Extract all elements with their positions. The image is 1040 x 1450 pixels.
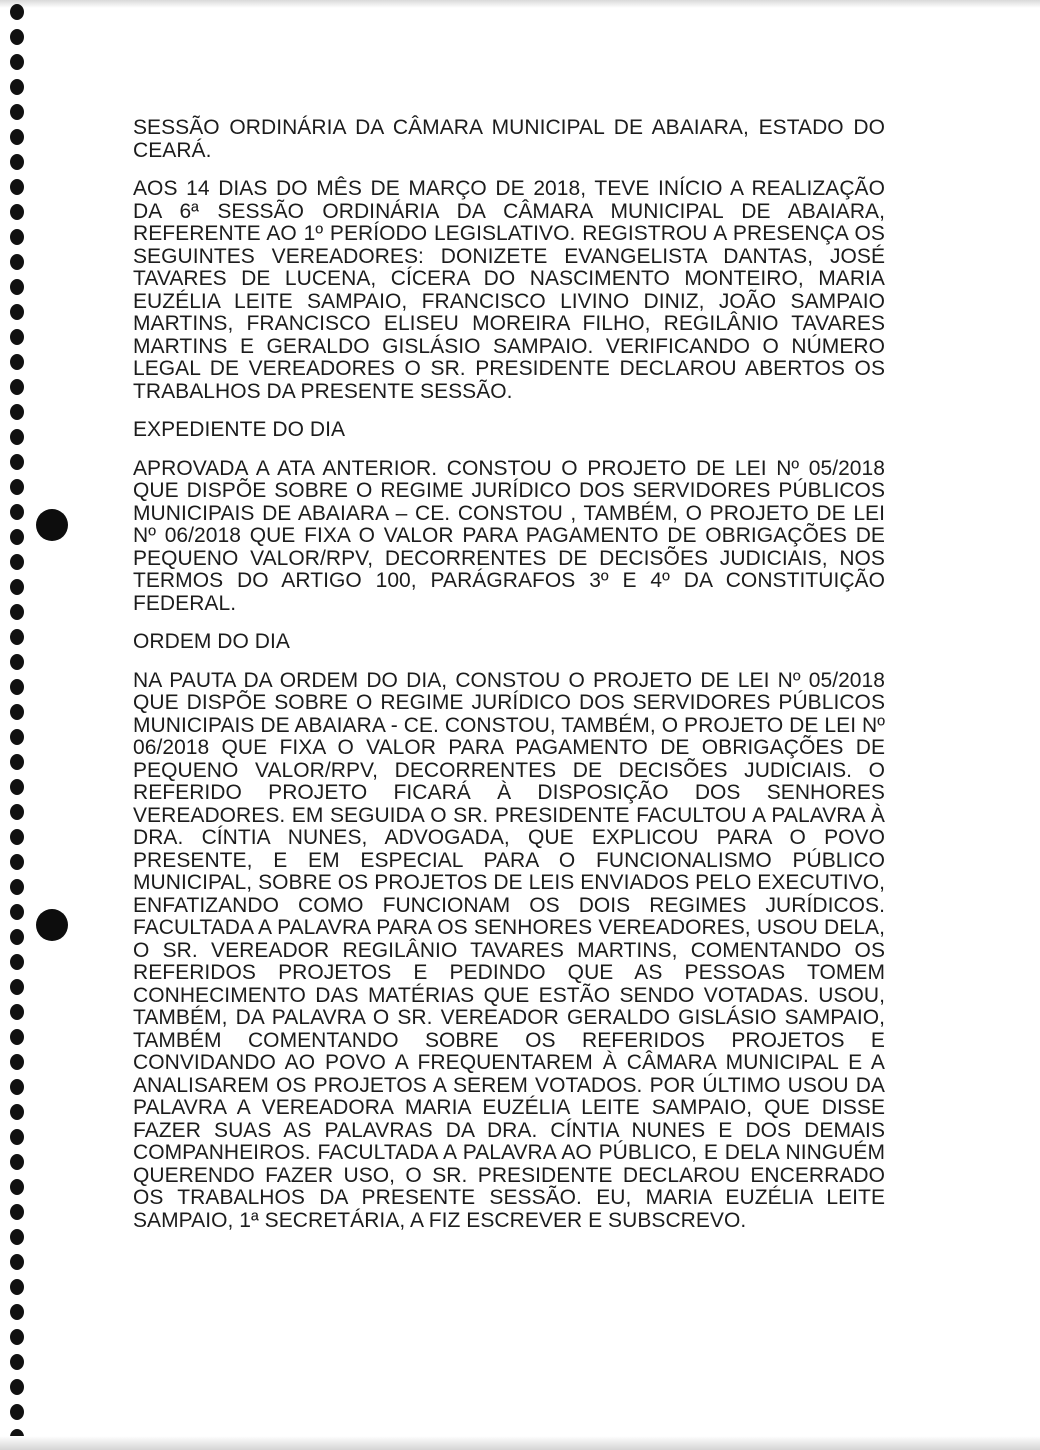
punch-hole	[10, 504, 24, 520]
punch-hole	[10, 529, 24, 545]
punch-hole	[10, 854, 24, 870]
punch-hole	[10, 729, 24, 745]
opening-paragraph: AOS 14 DIAS DO MÊS DE MARÇO DE 2018, TEVE INÍCIO A REALIZAÇÃO DA 6ª SESSÃO ORDINÁRIA DA CÂMARA MUNICIPAL DE ABAIARA, REFERENTE AO 1º PERÍODO LEGISLATIVO. REGISTROU A PRESENÇA OS SEGUINTES VEREADORES: DONIZETE EVANGELISTA DANTAS, JOSÉ TAVARES DE LUCENA, CÍCERA DO NASCIMENTO MONTEIRO, MARIA EUZÉLIA LEITE SAMPAIO, FRANCISCO LIVINO DINIZ, JOÃO SAMPAIO MARTINS, FRANCISCO ELISEU MOREIRA FILHO, REGILÂNIO TAVARES MARTINS E GERALDO GISLÁSIO SAMPAIO. VERIFICANDO O NÚMERO LEGAL DE VEREADORES O SR. PRESIDENTE DECLAROU ABERTOS OS TRABALHOS DA PRESENTE SESSÃO.	[133, 177, 885, 403]
punch-hole	[10, 779, 24, 795]
punch-hole	[10, 704, 24, 720]
punch-hole	[10, 204, 24, 220]
punch-hole	[10, 754, 24, 770]
punch-hole	[10, 279, 24, 295]
punch-hole	[10, 4, 24, 20]
punch-hole	[10, 404, 24, 420]
punch-hole	[10, 1079, 24, 1095]
punch-hole	[10, 479, 24, 495]
punch-hole	[10, 904, 24, 920]
punch-hole	[10, 1329, 24, 1345]
punch-hole	[10, 304, 24, 320]
expediente-heading: EXPEDIENTE DO DIA	[133, 418, 346, 441]
punch-hole	[10, 29, 24, 45]
punch-hole	[10, 379, 24, 395]
punch-hole	[10, 129, 24, 145]
punch-hole	[10, 979, 24, 995]
punch-hole-large-upper	[36, 509, 68, 541]
punch-hole	[10, 1254, 24, 1270]
punch-hole	[10, 1054, 24, 1070]
punch-hole	[10, 354, 24, 370]
punch-hole	[10, 1154, 24, 1170]
punch-hole	[10, 1129, 24, 1145]
ordem-paragraph: NA PAUTA DA ORDEM DO DIA, CONSTOU O PROJETO DE LEI Nº 05/2018 QUE DISPÕE SOBRE O REGIME JURÍDICO DOS SERVIDORES PÚBLICOS MUNICIPAIS DE ABAIARA - CE. CONSTOU, TAMBÉM, O PROJETO DE LEI Nº 06/2018 QUE FIXA O VALOR PARA PAGAMENTO DE OBRIGAÇÕES DE PEQUENO VALOR/RPV, DECORRENTES DE DECISÕES JUDICIAIS. O REFERIDO PROJETO FICARÁ À DISPOSIÇÃO DOS SENHORES VEREADORES. EM SEGUIDA O SR. PRESIDENTE FACULTOU A PALAVRA À DRA. CÍNTIA NUNES, ADVOGADA, QUE EXPLICOU PARA O POVO PRESENTE, E EM ESPECIAL PARA O FUNCIONALISMO PÚBLICO MUNICIPAL, SOBRE OS PROJETOS DE LEIS ENVIADOS PELO EXECUTIVO, ENFATIZANDO COMO FUNCIONAM OS DOIS REGIMES JURÍDICOS. FACULTADA A PALAVRA PARA OS SENHORES VEREADORES, USOU DELA, O SR. VEREADOR REGILÂNIO TAVARES MARTINS, COMENTANDO OS REFERIDOS PROJETOS E PEDINDO QUE AS PESSOAS TOMEM CONHECIMENTO DAS MATÉRIAS QUE ESTÃO SENDO VOTADAS. USOU, TAMBÉM, DA PALAVRA O SR. VEREADOR GERALDO GISLÁSIO SAMPAIO, TAMBÉM COMENTANDO SOBRE OS REFERIDOS PROJETOS E CONVIDANDO AO POVO A FREQUENTAREM À CÂMARA MUNICIPAL E A ANALISAREM OS PROJETOS A SEREM VOTADOS. POR ÚLTIMO USOU DA PALAVRA A VEREADORA MARIA EUZÉLIA LEITE SAMPAIO, QUE DISSE FAZER SUAS AS PALAVRAS DA DRA. CÍNTIA NUNES E DOS DEMAIS COMPANHEIROS. FACULTADA A PALAVRA AO PÚBLICO, E DELA NINGUÉM QUERENDO FAZER USO, O SR. PRESIDENTE DECLAROU ENCERRADO OS TRABALHOS DA PRESENTE SESSÃO. EU, MARIA EUZÉLIA LEITE SAMPAIO, 1ª SECRETÁRIA, A FIZ ESCREVER E SUBSCREVO.	[133, 668, 885, 1232]
punch-hole	[10, 629, 24, 645]
punch-hole	[10, 554, 24, 570]
punch-hole	[10, 1179, 24, 1195]
session-header: SESSÃO ORDINÁRIA DA CÂMARA MUNICIPAL DE ABAIARA, ESTADO DO CEARÁ.	[133, 116, 885, 162]
scan-edge-bottom	[0, 1436, 1040, 1450]
punch-hole	[10, 1229, 24, 1245]
punch-hole	[10, 254, 24, 270]
punch-hole	[10, 1104, 24, 1120]
punch-hole	[10, 654, 24, 670]
punch-hole	[10, 679, 24, 695]
punch-hole	[10, 429, 24, 445]
punch-hole	[10, 804, 24, 820]
binder-holes	[0, 0, 80, 1450]
punch-hole	[10, 929, 24, 945]
punch-hole	[10, 229, 24, 245]
punch-hole	[10, 1204, 24, 1220]
punch-hole	[10, 79, 24, 95]
punch-hole	[10, 1404, 24, 1420]
punch-hole	[10, 154, 24, 170]
punch-hole	[10, 104, 24, 120]
punch-hole	[10, 179, 24, 195]
punch-hole	[10, 1279, 24, 1295]
punch-hole	[10, 1379, 24, 1395]
punch-hole	[10, 54, 24, 70]
punch-hole	[10, 604, 24, 620]
punch-hole	[10, 1029, 24, 1045]
ordem-heading: ORDEM DO DIA	[133, 630, 290, 653]
punch-hole	[10, 954, 24, 970]
punch-hole	[10, 829, 24, 845]
punch-hole	[10, 879, 24, 895]
punch-hole	[10, 1004, 24, 1020]
document-body	[133, 117, 885, 1248]
expediente-paragraph: APROVADA A ATA ANTERIOR. CONSTOU O PROJETO DE LEI Nº 05/2018 QUE DISPÕE SOBRE O REGIME JURÍDICO DOS SERVIDORES PÚBLICOS MUNICIPAIS DE ABAIARA – CE. CONSTOU , TAMBÉM, O PROJETO DE LEI Nº 06/2018 QUE FIXA O VALOR PARA PAGAMENTO DE OBRIGAÇÕES DE PEQUENO VALOR/RPV, DECORRENTES DE DECISÕES JUDICIAIS, NOS TERMOS DO ARTIGO 100, PARÁGRAFOS 3º E 4º DA CONSTITUIÇÃO FEDERAL.	[133, 456, 885, 615]
punch-hole	[10, 1354, 24, 1370]
punch-hole	[10, 1304, 24, 1320]
punch-hole	[10, 454, 24, 470]
punch-hole	[10, 329, 24, 345]
scan-edge-top	[0, 0, 1040, 8]
punch-hole	[10, 579, 24, 595]
punch-hole-large-lower	[36, 909, 68, 941]
